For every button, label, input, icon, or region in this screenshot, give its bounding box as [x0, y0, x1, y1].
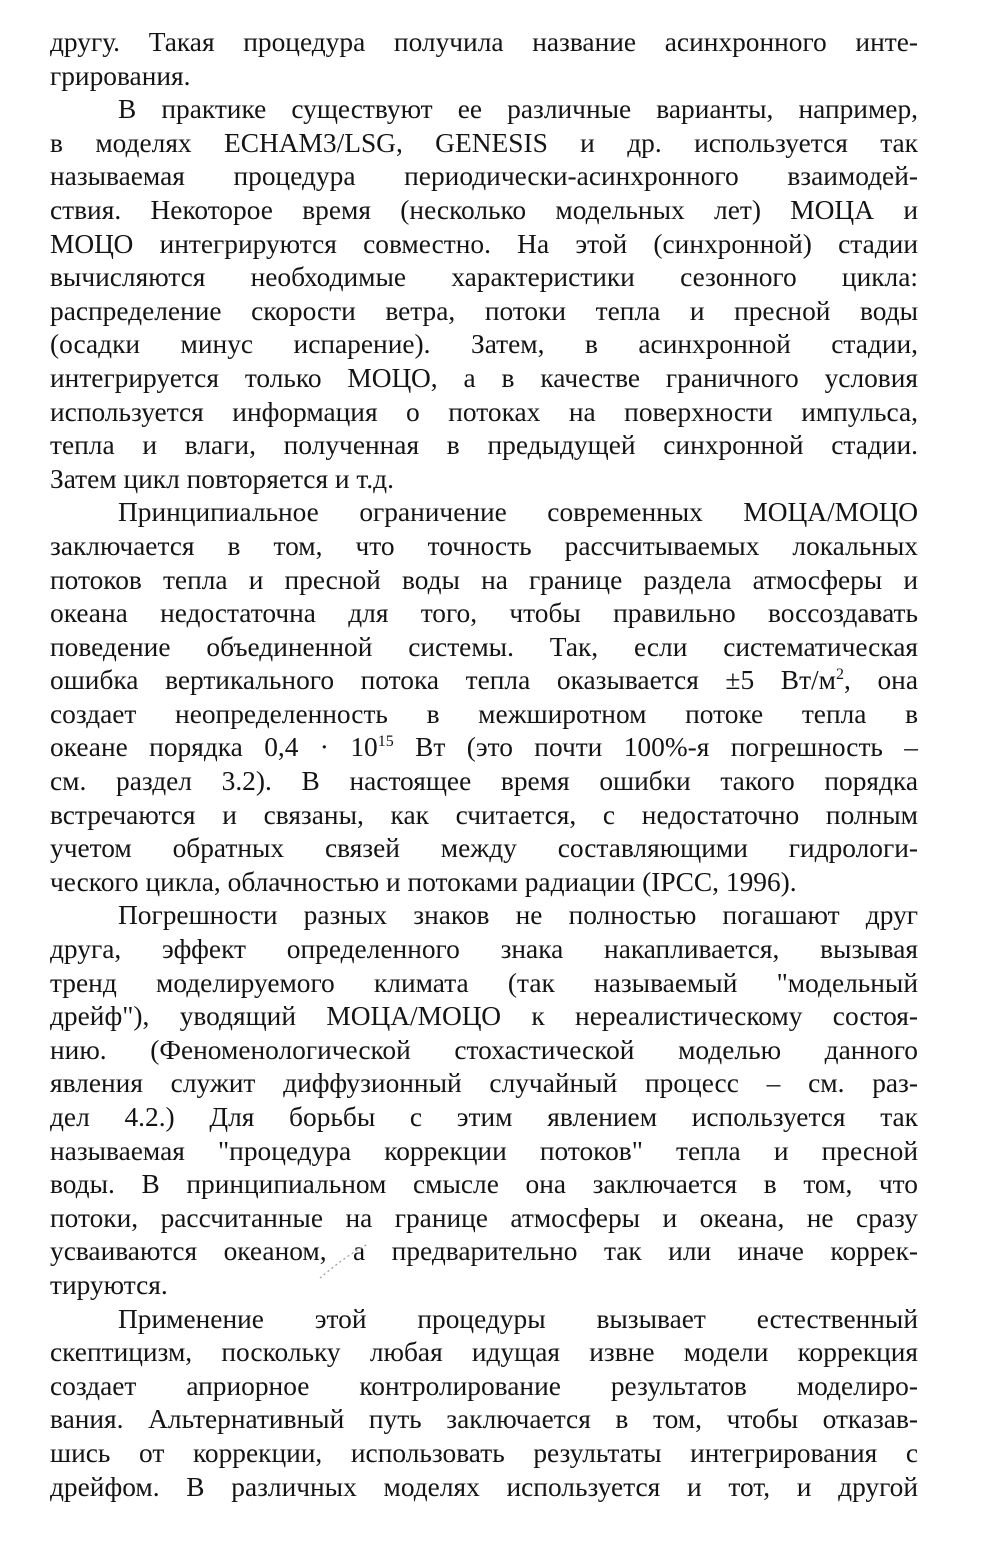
text-line: тепла и влаги, полученная в предыдущей синхронной стадии. — [50, 430, 918, 461]
text-line: учетом обратных связей между составляющими гидрологи- — [50, 833, 918, 864]
paragraph-5 — [50, 1303, 918, 1505]
text-line: МОЦО интегрируются совместно. На этой (синхронной) стадии — [50, 228, 918, 259]
text-line: называемая "процедура коррекции потоков" тепла и пресной — [50, 1135, 918, 1166]
text-line: вания. Альтернативный путь заключается в том, чтобы отказав- — [50, 1404, 918, 1435]
text-line: В практике существуют ее различные варианты, например, — [118, 94, 918, 125]
text-line: друга, эффект определенного знака накапливается, вызывая — [50, 934, 918, 965]
text-line: называемая процедура периодически-асинхронного взаимодей- — [50, 161, 918, 192]
text-line: используется информация о потоках на поверхности импульса, — [50, 396, 918, 427]
text-line: поведение объединенной системы. Так, если систематическая — [50, 631, 918, 662]
text-line: скептицизм, поскольку любая идущая извне модели коррекция — [50, 1337, 918, 1368]
text-line: грирования. — [50, 60, 191, 91]
text-line: интегрируется только МОЦО, а в качестве граничного условия — [50, 362, 918, 393]
text-line: океана недостаточна для того, чтобы правильно воссоздавать — [50, 598, 918, 629]
text-line: другу. Такая процедура получила название асинхронного инте- — [50, 27, 918, 57]
text-line: вычисляются необходимые характеристики сезонного цикла: — [50, 262, 918, 293]
paragraph-1 — [50, 26, 918, 93]
text-line: усваиваются океаном, а предварительно так или иначе коррек- — [50, 1236, 918, 1267]
text-line: распределение скорости ветра, потоки тепла и пресной воды — [50, 295, 918, 326]
text-line: дел 4.2.) Для борьбы с этим явлением используется так — [50, 1102, 918, 1132]
text-line: (осадки минус испарение). Затем, в асинхронной стадии, — [50, 329, 918, 360]
paragraph-4 — [50, 899, 918, 1302]
text-line: Затем цикл повторяется и т.д. — [50, 463, 394, 494]
text-line: тируются. — [50, 1269, 168, 1300]
text-line: тренд моделируемого климата (так называемый "модельный — [50, 967, 918, 998]
paragraph-2 — [50, 93, 918, 496]
text-line: Применение этой процедуры вызывает естественный — [118, 1303, 918, 1334]
text-line: потоков тепла и пресной воды на границе раздела атмосферы и — [50, 564, 918, 595]
text-line: дрейф"), уводящий МОЦА/МОЦО к нереалистическому состоя- — [50, 1001, 918, 1032]
text-line: заключается в том, что точность рассчитываемых локальных — [50, 530, 918, 561]
text-line: создает априорное контролирование результатов моделиро- — [50, 1370, 918, 1401]
text-line: создает неопределенность в межширотном потоке тепла в — [50, 698, 918, 729]
book-page-text — [50, 26, 918, 1504]
text-line: воды. В принципиальном смысле она заключается в том, что — [50, 1169, 918, 1200]
paragraph-3 — [50, 496, 918, 899]
text-line: явления служит диффузионный случайный процесс – см. раз- — [50, 1068, 918, 1099]
text-line: ствия. Некоторое время (несколько модельных лет) МОЦА и — [50, 194, 918, 225]
text-line: ошибка вертикального потока тепла оказывается ±5 $Вт/м^2$, она — [50, 665, 918, 696]
text-line: шись от коррекции, использовать результаты интегрирования с — [50, 1437, 918, 1468]
text-line: дрейфом. В различных моделях используется и тот, и другой — [50, 1471, 918, 1502]
text-line: потоки, рассчитанные на границе атмосферы и океана, не сразу — [50, 1202, 918, 1233]
text-line: Принципиальное ограничение современных МОЦА/МОЦО — [118, 497, 918, 528]
text-line: океане порядка $0,4 \cdot 10^{15}$ Вт (это почти 100%-я погрешность – — [50, 732, 919, 763]
text-line: встречаются и связаны, как считается, с недостаточно полным — [50, 799, 918, 830]
text-line: Погрешности разных знаков не полностью погашают друг — [118, 900, 918, 931]
text-line: в моделях ECHAM3/LSG, GENESIS и др. используется так — [50, 127, 918, 158]
text-line: см. раздел 3.2). В настоящее время ошибки такого порядка — [50, 766, 918, 797]
text-line: нию. (Феноменологической стохастической моделью данного — [50, 1034, 918, 1065]
text-line: ческого цикла, облачностью и потоками радиации (IPCC, 1996). — [50, 866, 797, 897]
